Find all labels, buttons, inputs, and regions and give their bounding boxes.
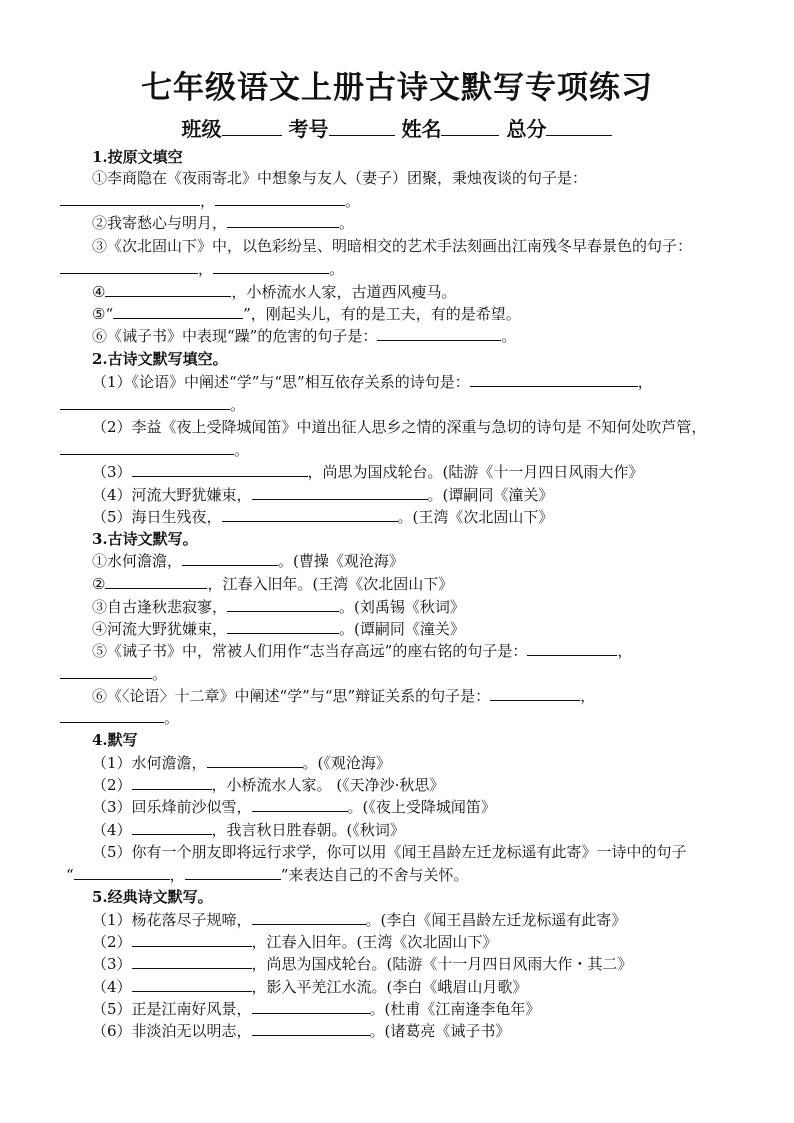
s2-q1: （1）《论语》中阐述“学”与“思”相互依存关系的诗句是： ， (92, 373, 653, 391)
number-label: 考号 (288, 117, 329, 141)
student-info-row (0, 113, 794, 142)
s5-q4: （4） ，影入平羌江水流。(李白《峨眉山月歌》 (92, 978, 528, 996)
s1-q2: ②我寄愁心与明月， 。 (92, 214, 355, 232)
s3-q5-answer-line: 。 (60, 664, 167, 684)
s2-q5: （5）海日生残夜， 。(王湾《次北固山下》 (92, 508, 554, 526)
s5-q2: （2） ，江春入旧年。(王湾《次北固山下》 (92, 933, 498, 951)
answer-blank[interactable] (132, 977, 252, 992)
answer-blank[interactable] (60, 395, 230, 410)
section-1-heading: 1.按原文填空 (92, 148, 183, 166)
answer-blank[interactable] (252, 999, 370, 1014)
s1-q4: ④ ，小桥流水人家，古道西风瘦马。 (92, 283, 457, 301)
answer-blank[interactable] (227, 213, 339, 228)
s2-q2-text: （2）李益《夜上受降城闻笛》中道出征人思乡之情的深重与急切的诗句是 不知何处吹芦管， (92, 418, 707, 436)
s2-q2-answer-line: 。 (60, 440, 249, 460)
answer-blank[interactable] (132, 932, 252, 947)
answer-blank[interactable] (470, 372, 638, 387)
s4-q2: （2） ，小桥流水人家。 (《天净沙·秋思》 (92, 776, 445, 794)
answer-blank[interactable] (132, 820, 212, 835)
answer-blank[interactable] (60, 191, 200, 206)
s3-q2: ② ，江春入旧年。(王湾《次北固山下》 (92, 575, 454, 593)
s4-q5-answer-line: “ ， ”来表达自己的不舍与关怀。 (66, 866, 469, 884)
page-title: 七年级语文上册古诗文默写专项练习 (141, 70, 653, 106)
class-label: 班级 (181, 117, 222, 141)
s5-q5: （5）正是江南好风景， 。(杜甫《江南逢李龟年》 (92, 1000, 541, 1018)
s5-q1: （1）杨花落尽子规啼， 。(李白《闻王昌龄左迁龙标遥有此寄》 (92, 911, 627, 929)
answer-blank[interactable] (252, 797, 348, 812)
answer-blank[interactable] (132, 462, 308, 477)
answer-blank[interactable] (60, 708, 164, 723)
answer-blank[interactable] (527, 641, 617, 656)
answer-blank[interactable] (185, 865, 281, 880)
s2-q3: （3） ，尚思为国戍轮台。(陆游《十一月四日风雨大作》 (92, 463, 644, 481)
score-label: 总分 (506, 117, 547, 141)
answer-blank[interactable] (132, 775, 212, 790)
class-blank[interactable] (222, 117, 282, 136)
s5-q6: （6）非淡泊无以明志， 。(诸葛亮《诫子书》 (92, 1022, 511, 1040)
section-3-heading: 3.古诗文默写。 (92, 530, 198, 548)
answer-blank[interactable] (74, 865, 170, 880)
section-2-heading: 2.古诗文默写填空。 (92, 350, 228, 368)
answer-blank[interactable] (252, 1021, 370, 1036)
answer-blank[interactable] (213, 259, 329, 274)
s1-q5: ⑤“ ”，刚起头儿，有的是工夫，有的是希望。 (92, 305, 521, 323)
answer-blank[interactable] (60, 440, 234, 455)
answer-blank[interactable] (227, 619, 339, 634)
s5-q3: （3） ，尚思为国戍轮台。(陆游《十一月四日风雨大作・其二》 (92, 955, 633, 973)
s3-q5: ⑤《诫子书》中，常被人们用作“志当存高远”的座右铭的句子是： ， (92, 642, 633, 660)
answer-blank[interactable] (105, 282, 231, 297)
s4-q4: （4） ，我言秋日胜春朝。(《秋词》 (92, 821, 405, 839)
answer-blank[interactable] (132, 954, 252, 969)
answer-blank[interactable] (113, 304, 243, 319)
answer-blank[interactable] (377, 326, 501, 341)
s1-q3-answer-line: ， 。 (60, 259, 344, 279)
answer-blank[interactable] (227, 597, 339, 612)
section-4-heading: 4.默写 (92, 731, 138, 749)
s4-q3: （3）回乐烽前沙似雪， 。(《夜上受降城闻笛》 (92, 798, 496, 816)
s2-q1-answer-line: 。 (60, 395, 245, 415)
answer-blank[interactable] (105, 574, 207, 589)
section-5-heading: 5.经典诗文默写。 (92, 888, 213, 906)
number-blank[interactable] (329, 117, 395, 136)
answer-blank[interactable] (252, 910, 366, 925)
answer-blank[interactable] (207, 753, 303, 768)
answer-blank[interactable] (252, 485, 428, 500)
s3-q6: ⑥《〈论语〉十二章》中阐述“学”与“思”辩证关系的句子是： ， (92, 687, 596, 705)
answer-blank[interactable] (215, 191, 345, 206)
answer-blank[interactable] (490, 686, 580, 701)
name-blank[interactable] (441, 117, 499, 136)
answer-blank[interactable] (182, 551, 278, 566)
s3-q4: ④河流大野犹嫌束， 。(谭嗣同《潼关》 (92, 620, 465, 638)
s3-q1: ①水何澹澹， 。(曹操《观沧海》 (92, 552, 404, 570)
s2-q4: （4）河流大野犹嫌束， 。(谭嗣同《潼关》 (92, 486, 554, 504)
s1-q3-text: ③《次北固山下》中，以色彩纷呈、明暗相交的艺术手法刻画出江南残冬早春景色的句子： (92, 237, 693, 255)
answer-blank[interactable] (60, 664, 152, 679)
s4-q1: （1）水何澹澹， 。(《观沧海》 (92, 754, 391, 772)
s3-q6-answer-line: 。 (60, 708, 179, 728)
name-label: 姓名 (401, 117, 442, 141)
answer-blank[interactable] (222, 507, 398, 522)
s3-q3: ③自古逢秋悲寂寥， 。(刘禹锡《秋词》 (92, 598, 465, 616)
answer-blank[interactable] (60, 259, 198, 274)
s1-q1-text: ①李商隐在《夜雨寄北》中想象与友人（妻子）团聚，秉烛夜谈的句子是： (92, 169, 588, 187)
s1-q1-answer-line: ， 。 (60, 191, 360, 211)
s1-q6: ⑥《诫子书》中表现“躁”的危害的句子是： 。 (92, 327, 517, 345)
s4-q5-text: （5）你有一个朋友即将远行求学，你可以用《闻王昌龄左迁龙标遥有此寄》一诗中的句子 (92, 843, 687, 861)
score-blank[interactable] (546, 117, 612, 136)
